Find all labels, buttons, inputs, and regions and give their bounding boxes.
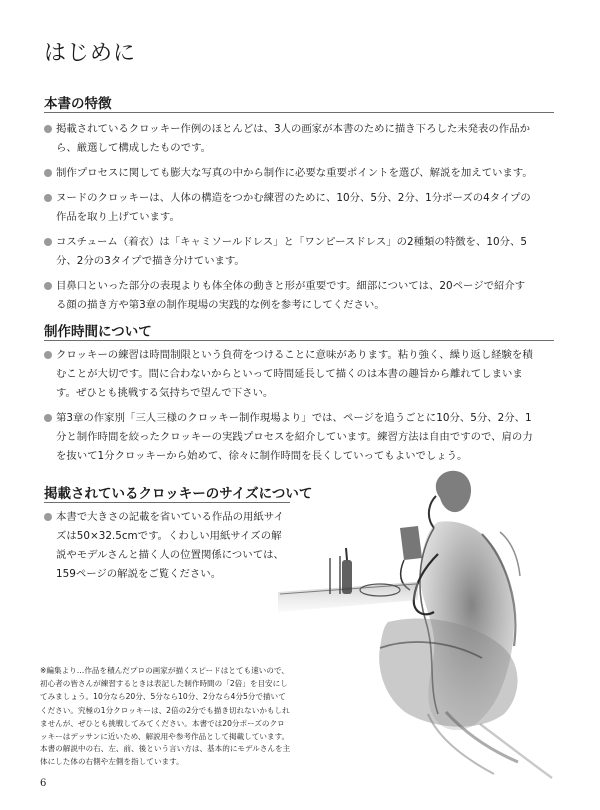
section-heading-features: 本書の特徴 [44,96,112,112]
section-rule-size [44,502,290,503]
list-item: 制作プロセスに関しても膨大な写真の中から制作に必要な重要ポイントを選び、解説を加えています。 [44,164,534,183]
croquis-sketch [268,462,568,792]
page-title: はじめに [44,41,137,66]
direction-note: 本書の解説中の右、左、前、後という言い方は、基本的にモデルさんを主体にした体の右側や左側を指しています。 [40,744,291,767]
section-heading-size: 掲載されているクロッキーのサイズについて [44,486,313,502]
section-rule-features [44,112,554,113]
list-item: コスチューム（着衣）は「キャミソールドレス」と「ワンピースドレス」の2種類の特徴を、10分、5分、2分の3タイプで描き分けています。 [44,233,534,271]
editor-note: ※編集より…作品を積んだプロの画家が描くスピードはとても速いので、初心者の皆さんが練習するときは表記した制作時間の「2倍」を目安にしてみましょう。10分なら20分、5分なら10分、2分なら4分5分で描いてください。究極の1分クロッキーは、2倍の2分でも描き切れないかもしれませんが、ぜひとも挑戦してみてください。本書では20分ポーズのクロッキーはデッサンに近いため、解説用や参考作品として掲載しています。 [40,666,290,742]
list-item: 本書で大きさの記載を省いている作品の用紙サイズは50×32.5cmです。くわしい用紙サイズの解説やモデルさんと描く人の位置関係については、159ページの解説をご覧ください。 [44,508,288,584]
list-item: 第3章の作家別「三人三様のクロッキー制作現場より」では、ページを追うごとに10分、5分、2分、1分と制作時間を絞ったクロッキーの実践プロセスを紹介しています。練習方法は自由ですので、肩の力を抜いて1分クロッキーから始めて、徐々に制作時間を長くしていってもよいでしょう。 [44,409,534,466]
section-rule-time [44,340,554,341]
section-heading-time: 制作時間について [44,324,152,340]
list-item: 目鼻口といった部分の表現よりも体全体の動きと形が重要です。細部については、20ページで紹介する顔の描き方や第3章の制作現場の実践的な例を参考にしてください。 [44,277,534,315]
time-list [44,346,534,472]
features-list [44,120,534,321]
list-item: 掲載されているクロッキー作例のほとんどは、3人の画家が本書のために描き下ろした未発表の作品から、厳選して構成したものです。 [44,120,534,158]
list-item: クロッキーの練習は時間制限という負荷をつけることに意味があります。粘り強く、繰り返し経験を積むことが大切です。間に合わないからといって時間延長して描くのは本書の趣旨から離れてしまいます。ぜひとも挑戦する気持ちで望んで下さい。 [44,346,534,403]
list-item: ヌードのクロッキーは、人体の構造をつかむ練習のために、10分、5分、2分、1分ポーズの4タイプの作品を取り上げています。 [44,189,534,227]
page-number: 6 [40,778,47,789]
size-list [44,508,288,590]
